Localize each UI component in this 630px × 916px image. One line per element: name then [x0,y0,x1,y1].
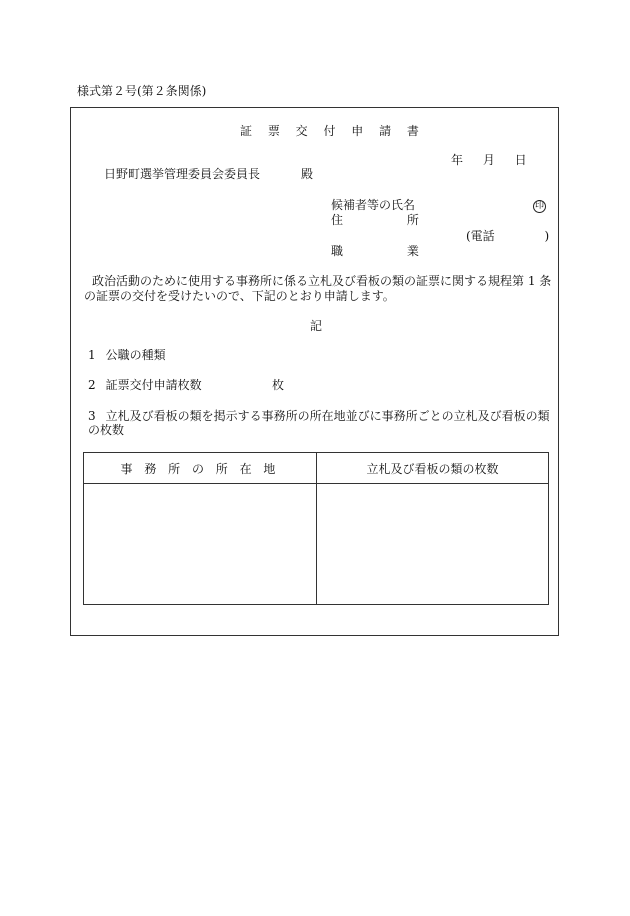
table-header-row [84,453,549,484]
addressee: 日野町選挙管理委員会委員長 [104,167,261,181]
honorific: 殿 [301,167,314,181]
applicant-address-label: 住 所 [331,213,419,227]
item-number: 3 [88,409,96,423]
phone-label: (電話 ) [466,229,550,243]
office-table [83,452,549,605]
item-number: 2 [88,378,96,392]
office-location-cell[interactable] [84,484,317,605]
form-number: 様式第２号(第２条関係) [77,84,207,98]
item-label: 証票交付申請枚数 [105,378,202,392]
item-2 [88,378,202,392]
note-heading: 記 [310,319,323,333]
item-number: 1 [88,348,96,362]
item-1 [88,348,166,362]
date-line: 年 月 日 [451,153,527,167]
sign-count-cell[interactable] [317,484,549,605]
seal-mark: 印 [534,201,544,211]
item-2-suffix: 枚 [272,378,285,392]
application-statement: 政治活動のために使用する事務所に係る立札及び看板の類の証票に関する規程第 1 条の証票の交付を受けたいので、下記のとおり申請します。 [84,274,552,303]
sign-count-header: 立札及び看板の類の枚数 [317,453,549,484]
form-title: 証 票 交 付 申 請 書 [240,124,425,138]
item-3 [88,409,558,437]
applicant-occupation-label: 職 業 [331,244,419,258]
office-location-header: 事 務 所 の 所 在 地 [84,453,317,484]
item-label: 立札及び看板の類を掲示する事務所の所在地並びに事務所ごとの立札及び看板の類の枚数 [88,409,550,437]
table-row [84,484,549,605]
applicant-name-label: 候補者等の氏名 [331,198,416,212]
item-label: 公職の種類 [105,348,166,362]
